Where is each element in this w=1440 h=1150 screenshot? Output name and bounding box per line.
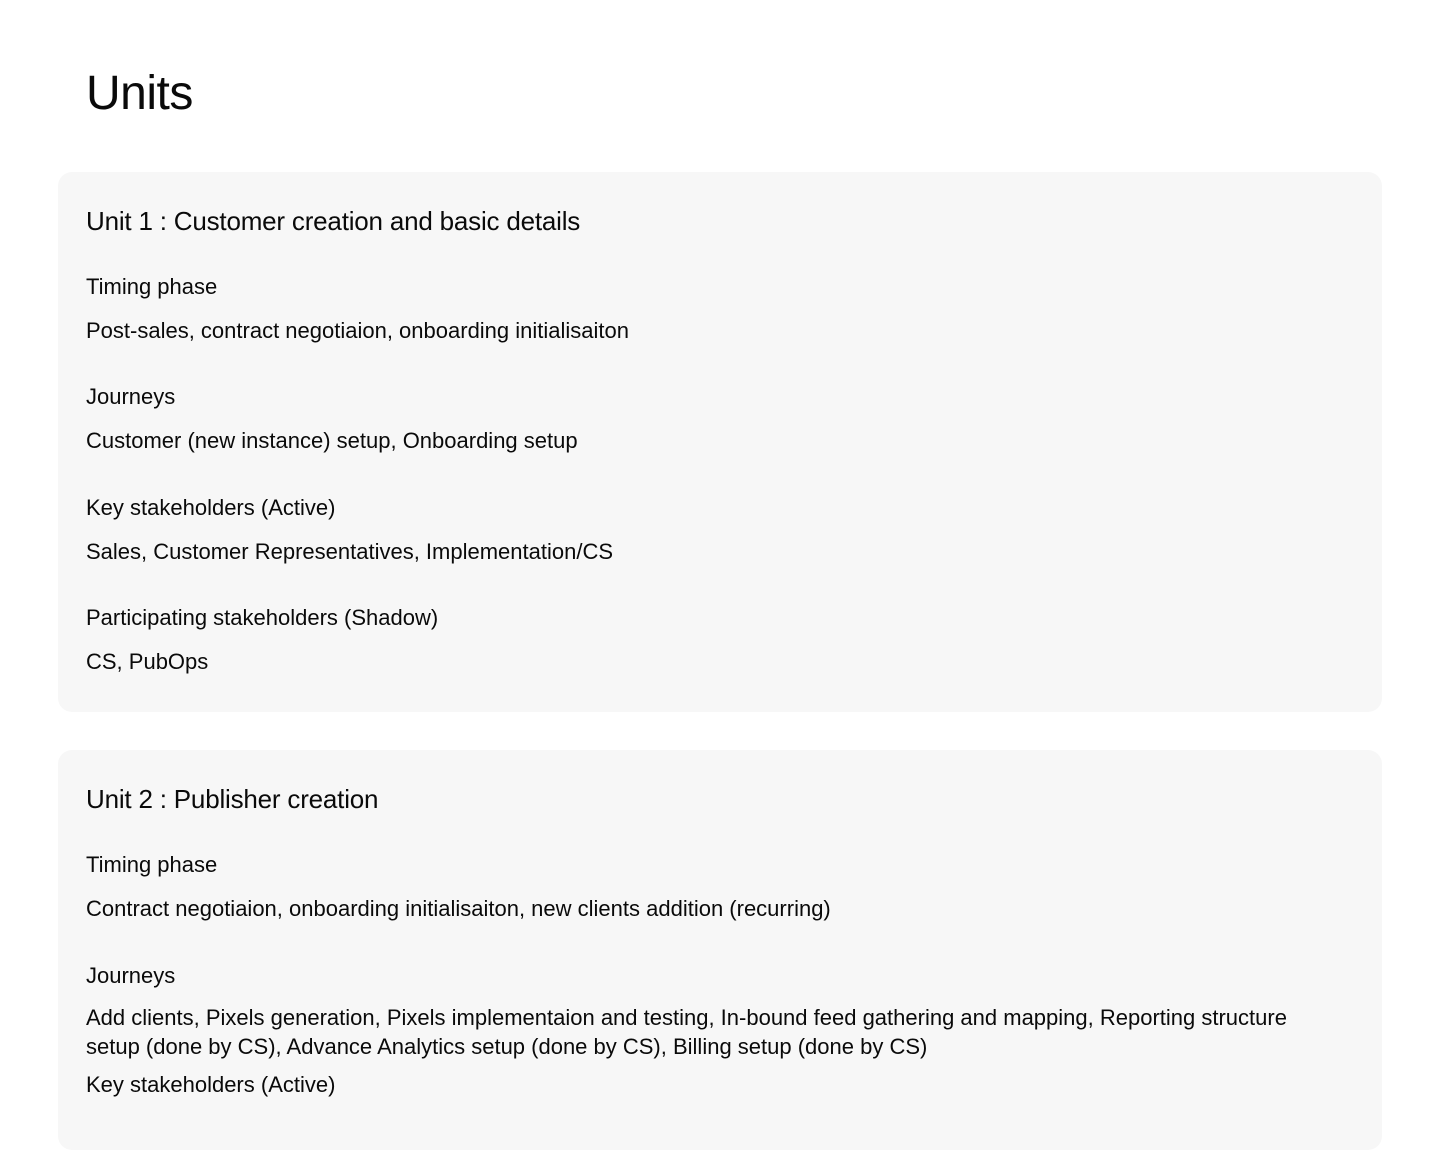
unit-card-2 — [58, 750, 1382, 1150]
key-stakeholders-value: Sales, Customer Representatives, Implementation/CS — [86, 539, 614, 564]
key-stakeholders-label: Key stakeholders (Active) — [86, 1072, 336, 1097]
journeys-label: Journeys — [86, 963, 176, 988]
journeys-value: Customer (new instance) setup, Onboarding setup — [86, 428, 578, 453]
journeys-value: Add clients, Pixels generation, Pixels implementaion and testing, In-bound feed gathering and mapping, Reporting structure setup (done by CS), Advance Analytics setup (done by CS), Billing setup (done by CS) — [86, 1005, 1287, 1059]
timing-phase-value: Contract negotiaion, onboarding initialisaiton, new clients addition (recurring) — [86, 896, 831, 921]
journeys-label: Journeys — [86, 384, 176, 409]
timing-phase-value: Post-sales, contract negotiaion, onboarding initialisaiton — [86, 318, 629, 343]
timing-phase-label: Timing phase — [86, 274, 218, 299]
unit-title: Unit 1 : Customer creation and basic details — [86, 206, 581, 236]
unit-card-1 — [58, 172, 1382, 712]
timing-phase-label: Timing phase — [86, 852, 218, 877]
page-title: Units — [86, 67, 193, 120]
unit-title: Unit 2 : Publisher creation — [86, 784, 379, 814]
participating-stakeholders-value: CS, PubOps — [86, 649, 209, 674]
key-stakeholders-label: Key stakeholders (Active) — [86, 495, 336, 520]
participating-stakeholders-label: Participating stakeholders (Shadow) — [86, 605, 439, 630]
